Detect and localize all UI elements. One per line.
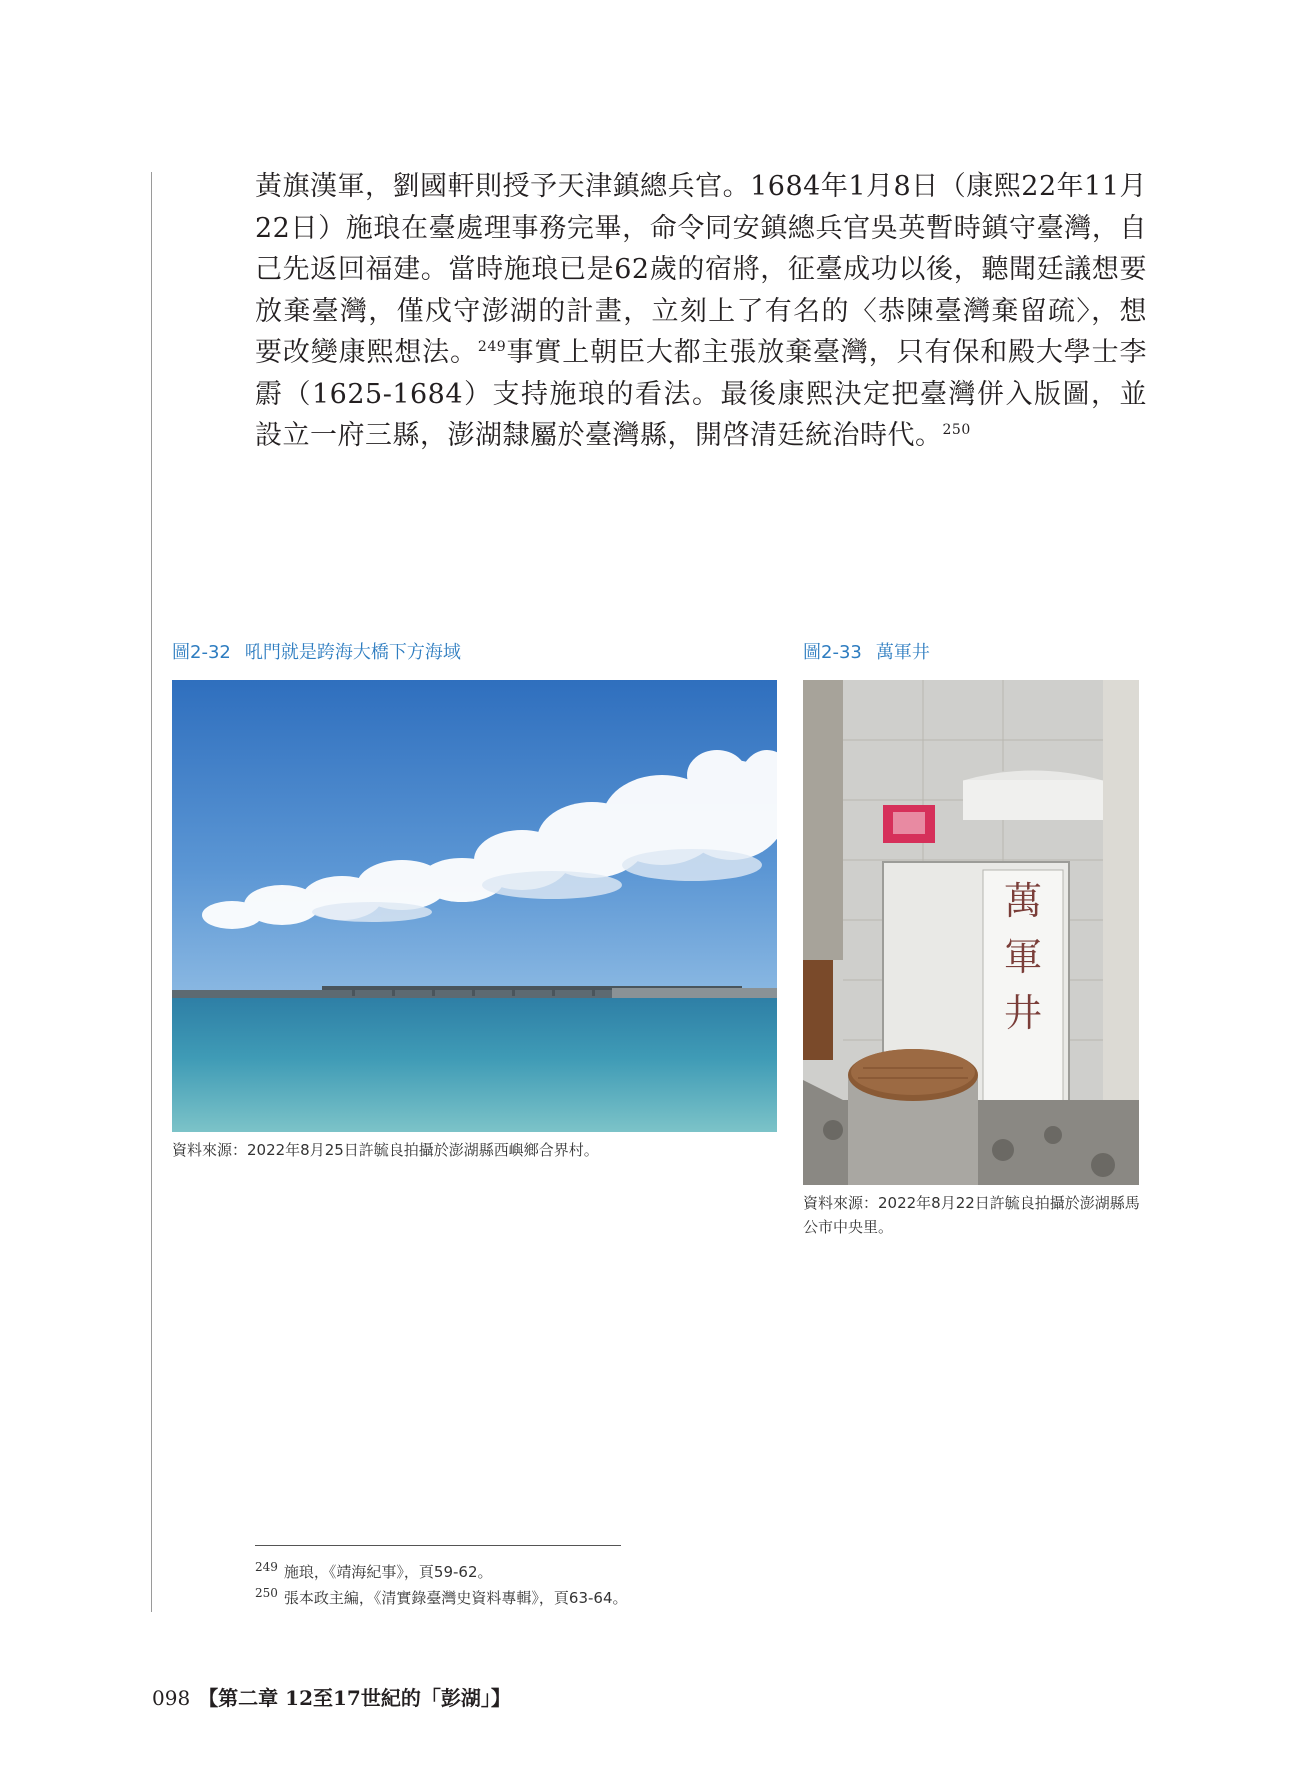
- figure-2-source: 資料來源：2022年8月22日許毓良拍攝於澎湖縣馬公市中央里。: [803, 1194, 1140, 1236]
- door-char-3: 井: [1003, 991, 1043, 1035]
- page-number: 098: [152, 1686, 191, 1710]
- footnote-249: [255, 1560, 493, 1582]
- footnote-250-text: 張本政主編，《清實錄臺灣史資料專輯》，頁63-64。: [283, 1589, 628, 1607]
- margin-rule: [151, 172, 152, 1612]
- footnote-ref-249[interactable]: 249: [477, 339, 507, 355]
- figure-2-number: 圖2-33: [803, 642, 862, 663]
- paragraph-text-2: 事實上朝臣大都主張放棄臺灣，只有保和殿大學士李霨（1625-1684）支持施琅的看法。最後康熙決定把臺灣併入版圖，並設立一府三縣，澎湖隸屬於臺灣縣，開啓清廷統治時代。: [255, 337, 1148, 451]
- paragraph-text-1: 黃旗漢軍，劉國軒則授予天津鎮總兵官。1684年1月8日（康熙22年11月22日）施琅在臺處理事務完畢，命令同安鎮總兵官吳英暫時鎮守臺灣，自己先返回福建。當時施琅已是62歲的宿將，征臺成功以後，聽聞廷議想要放棄臺灣，僅戍守澎湖的計畫，立刻上了有名的〈恭陳臺灣棄留疏〉，想要改變康熙想法。: [255, 171, 1147, 368]
- figure-1-photo: [172, 680, 777, 1132]
- footnote-rule: [255, 1545, 621, 1546]
- door-char-2: 軍: [1003, 935, 1043, 979]
- figure-2-title: 萬軍井: [875, 642, 930, 663]
- figure-1-number: 圖2-32: [172, 642, 231, 663]
- footnote-249-text: 施琅，《靖海紀事》，頁59-62。: [283, 1563, 493, 1581]
- footnote-ref-250[interactable]: 250: [942, 422, 971, 438]
- body-paragraph: [255, 166, 1147, 457]
- footnote-250-number: 250: [255, 1586, 278, 1600]
- chapter-header: 【第二章 12至17世紀的「彭湖」】: [198, 1686, 511, 1710]
- figure-2-caption: [803, 638, 930, 664]
- running-footer: [152, 1682, 511, 1711]
- figure-1-source: 資料來源：2022年8月25日許毓良拍攝於澎湖縣西嶼鄉合界村。: [172, 1141, 599, 1159]
- footnote-250: [255, 1586, 628, 1608]
- figure-1-title: 吼門就是跨海大橋下方海域: [244, 642, 461, 663]
- door-char-1: 萬: [1003, 879, 1043, 923]
- figure-2-photo: [803, 680, 1139, 1185]
- footnote-249-number: 249: [255, 1560, 278, 1574]
- figure-1-caption: [172, 638, 461, 664]
